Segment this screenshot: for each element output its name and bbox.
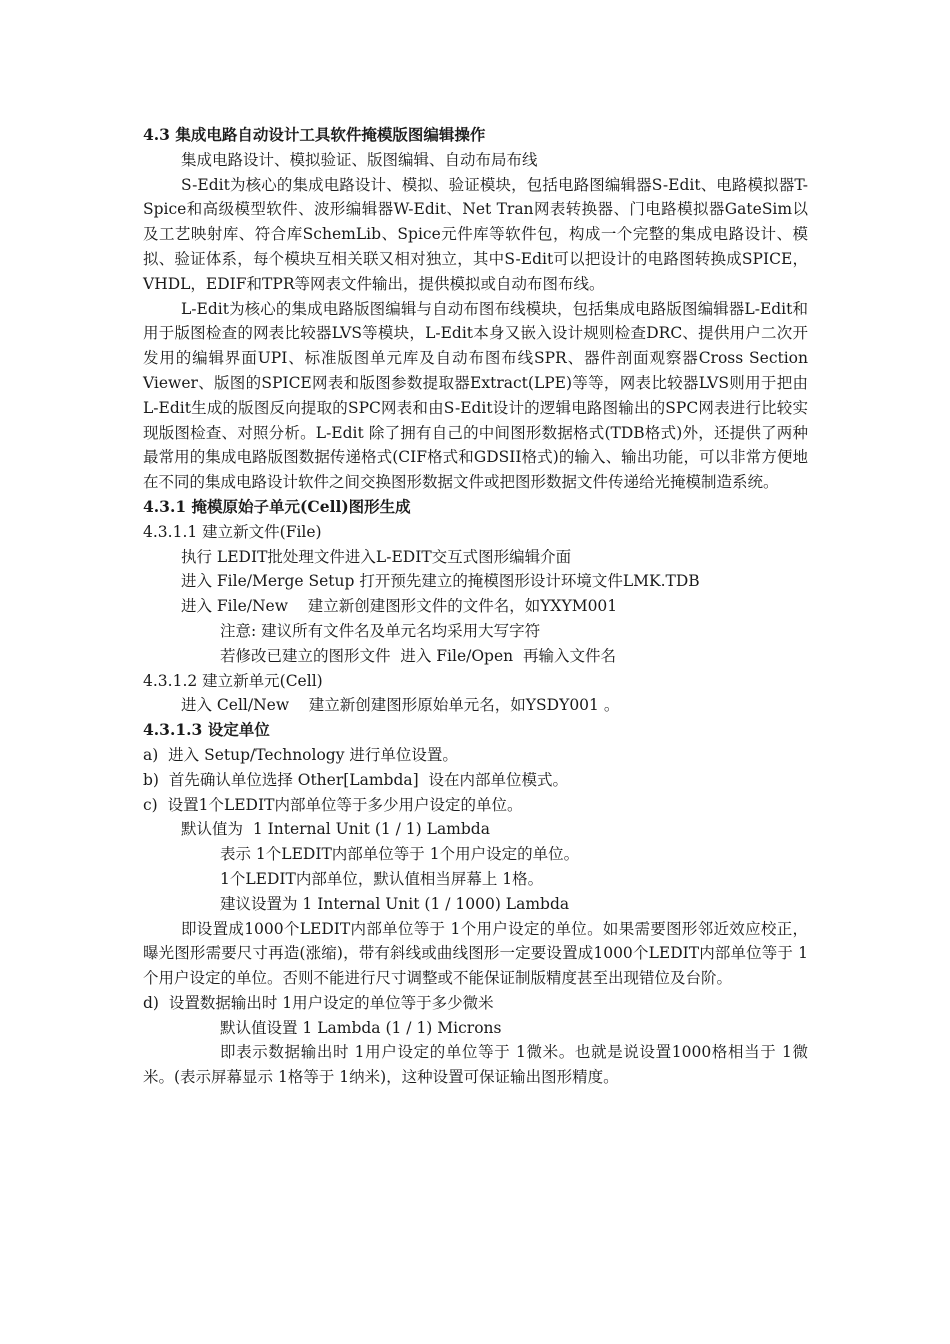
line-meaning: 表示 1个LEDIT内部单位等于 1个用户设定的单位。 <box>220 845 580 864</box>
subsection-title-4-3-1-2: 4.3.1.2 建立新单元(Cell) <box>143 671 323 690</box>
subsection-title-4-3-1-3: 4.3.1.3 设定单位 <box>143 720 270 740</box>
list-item-b: b) 首先确认单位选择 Other[Lambda] 设在内部单位模式。 <box>143 770 569 789</box>
line-note-uppercase: 注意: 建议所有文件名及单元名均采用大写字符 <box>220 621 541 640</box>
section-title-4-3: 4.3 集成电路自动设计工具软件掩模版图编辑操作 <box>143 125 486 144</box>
paragraph-microns: 即表示数据输出时 1用户设定的单位等于 1微米。也就是说设置1000格相当于 1微米。(表示屏幕显示 1格等于 1纳米)，这种设置可保证输出图形精度。 <box>143 1043 808 1087</box>
line-default-microns: 默认值设置 1 Lambda (1 / 1) Microns <box>220 1018 502 1037</box>
document-page <box>143 123 808 1090</box>
line-merge-setup: 进入 File/Merge Setup 打开预先建立的掩模图形设计环境文件LMK.TDB <box>181 572 700 591</box>
list-item-a: a) 进入 Setup/Technology 进行单位设置。 <box>143 745 458 764</box>
line-screen-grid: 1个LEDIT内部单位，默认值相当屏幕上 1格。 <box>220 869 544 888</box>
line-ledit-batch: 执行 LEDIT批处理文件进入L-EDIT交互式图形编辑介面 <box>181 547 572 566</box>
paragraph-1000-units: 即设置成1000个LEDIT内部单位等于 1个用户设定的单位。如果需要图形邻近效应校正，曝光图形需要尺寸再造(涨缩)，带有斜线或曲线图形一定要设置成1000个LEDIT内部单位等于 1个用户设定的单位。否则不能进行尺寸调整或不能保证制版精度甚至出现错位及台阶。 <box>143 919 808 988</box>
line-file-new: 进入 File/New 建立新创建图形文件的文件名，如YXYM001 <box>181 597 618 616</box>
line-default-value: 默认值为 1 Internal Unit (1 / 1) Lambda <box>181 820 490 839</box>
paragraph-s-edit: S-Edit为核心的集成电路设计、模拟、验证模块，包括电路图编辑器S-Edit、电路模拟器T-Spice和高级模型软件、波形编辑器W-Edit、Net Tran网表转换器、门电路模拟器GateSim以及工艺映射库、符合库SchemLib、Spice元件库等软件包，构成一个完整的集成电路设计、模拟、验证体系，每个模块互相关联又相对独立，其中S-Edit可以把设计的电路图转换成SPICE，VHDL，EDIF和TPR等网表文件输出，提供模拟或自动布图布线。 <box>143 175 808 293</box>
section-title-4-3-1: 4.3.1 掩模原始子单元(Cell)图形生成 <box>143 496 411 516</box>
list-item-c: c) 设置1个LEDIT内部单位等于多少用户设定的单位。 <box>143 795 523 814</box>
section-subtitle: 集成电路设计、模拟验证、版图编辑、自动布局布线 <box>181 150 538 169</box>
paragraph-l-edit: L-Edit为核心的集成电路版图编辑与自动布图布线模块，包括集成电路版图编辑器L-Edit和用于版图检查的网表比较器LVS等模块，L-Edit本身又嵌入设计规则检查DRC、提供用户二次开发用的编辑界面UPI、标准版图单元库及自动布图布线SPR、器件剖面观察器Cross Section Viewer、版图的SPICE网表和版图参数提取器Extract(LPE)等等，网表比较器LVS则用于把由L-Edit生成的版图反向提取的SPC网表和由S-Edit设计的逻辑电路图输出的SPC网表进行比较实现版图检查、对照分析。L-Edit 除了拥有自己的中间图形数据格式(TDB格式)外，还提供了两种最常用的集成电路版图数据传递格式(CIF格式和GDSII格式)的输入、输出功能，可以非常方便地在不同的集成电路设计软件之间交换图形数据文件或把图形数据文件传递给光掩模制造系统。 <box>143 299 808 492</box>
line-file-open: 若修改已建立的图形文件 进入 File/Open 再输入文件名 <box>220 646 616 665</box>
subsection-title-4-3-1-1: 4.3.1.1 建立新文件(File) <box>143 522 322 541</box>
list-item-d: d) 设置数据输出时 1用户设定的单位等于多少微米 <box>143 993 494 1012</box>
line-recommended: 建议设置为 1 Internal Unit (1 / 1000) Lambda <box>220 894 570 913</box>
line-cell-new: 进入 Cell/New 建立新创建图形原始单元名，如YSDY001 。 <box>181 696 620 715</box>
